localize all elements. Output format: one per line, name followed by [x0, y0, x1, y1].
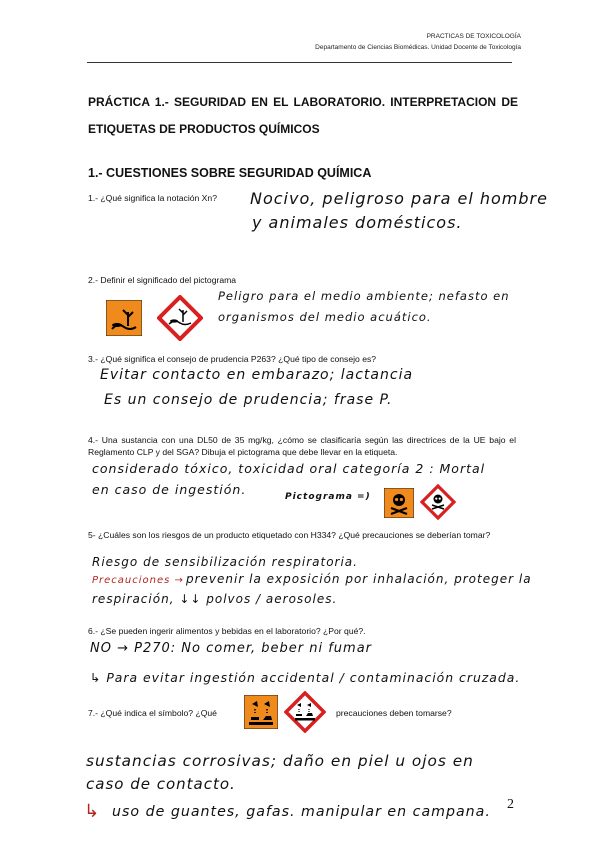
skull-orange-icon: [384, 488, 414, 518]
question-4: 4.- Una sustancia con una DL50 de 35 mg/kg, ¿cómo se clasificaría según las directrices de la UE bajo el Reglamento CLP y del SGA? Dibuja el pictograma que debe llevar en la etiqueta.: [88, 435, 516, 457]
answer-4-line-2: en caso de ingestión.: [92, 482, 247, 497]
answer-3-line-2: Es un consejo de prudencia; frase P.: [104, 392, 393, 408]
answer-2-line-1: Peligro para el medio ambiente; nefasto en: [218, 289, 510, 303]
section-heading: 1.- CUESTIONES SOBRE SEGURIDAD QUÍMICA: [88, 166, 372, 180]
answer-5-line-1: Riesgo de sensibilización respiratoria.: [92, 555, 358, 569]
header-line-2: Departamento de Ciencias Biomédicas. Unidad Docente de Toxicología: [315, 44, 521, 51]
answer-7-line-3: uso de guantes, gafas. manipular en campana.: [112, 804, 491, 820]
page-title: PRÁCTICA 1.- SEGURIDAD EN EL LABORATORIO. INTERPRETACION DE ETIQUETAS DE PRODUCTOS QUÍMICOS: [88, 95, 518, 136]
skull-diamond-icon: [420, 484, 456, 520]
answer-5-line-2: prevenir la exposición por inhalación, proteger la: [186, 572, 532, 586]
answer-7-arrow: ↳: [84, 801, 101, 822]
question-3: 3.- ¿Qué significa el consejo de prudencia P263? ¿Qué tipo de consejo es?: [88, 354, 377, 364]
answer-6-line-2: ↳ Para evitar ingestión accidental / contaminación cruzada.: [90, 670, 521, 685]
answer-1-line-2: y animales domésticos.: [252, 213, 463, 232]
answer-7-line-2: caso de contacto.: [86, 775, 236, 793]
environment-hazard-diamond-icon: [157, 295, 203, 341]
corrosive-diamond-icon: [284, 691, 326, 733]
answer-6-line-1: NO → P270: No comer, beber ni fumar: [90, 641, 373, 656]
header-divider: [87, 62, 512, 63]
question-1: 1.- ¿Qué significa la notación Xn?: [88, 193, 217, 203]
corrosive-orange-icon: [244, 695, 278, 729]
answer-1-line-1: Nocivo, peligroso para el hombre: [250, 189, 548, 208]
answer-7-line-1: sustancias corrosivas; daño en piel u ojos en: [86, 752, 474, 770]
answer-3-line-1: Evitar contacto en embarazo; lactancia: [100, 367, 414, 383]
precautions-label: Precauciones →: [92, 575, 184, 586]
header-line-1: PRACTICAS DE TOXICOLOGÍA: [426, 33, 521, 40]
question-5: 5- ¿Cuáles son los riesgos de un producto etiquetado con H334? ¿Qué precauciones se deberían tomar?: [88, 530, 491, 540]
environment-hazard-orange-icon: [106, 300, 142, 336]
question-7-part-2: precauciones deben tomarse?: [336, 708, 452, 718]
question-7-part-1: 7.- ¿Qué indica el símbolo? ¿Qué: [88, 708, 217, 718]
answer-2-line-2: organismos del medio acuático.: [218, 310, 432, 324]
question-2: 2.- Definir el significado del pictograma: [88, 275, 237, 285]
answer-4-line-1: considerado tóxico, toxicidad oral categoría 2 : Mortal: [92, 461, 486, 476]
answer-5-line-3: respiración, ↓↓ polvos / aerosoles.: [92, 592, 338, 606]
question-6: 6.- ¿Se pueden ingerir alimentos y bebidas en el laboratorio? ¿Por qué?.: [88, 626, 366, 636]
pictogram-label: Pictograma =): [285, 492, 371, 502]
page-number: 2: [507, 797, 514, 812]
